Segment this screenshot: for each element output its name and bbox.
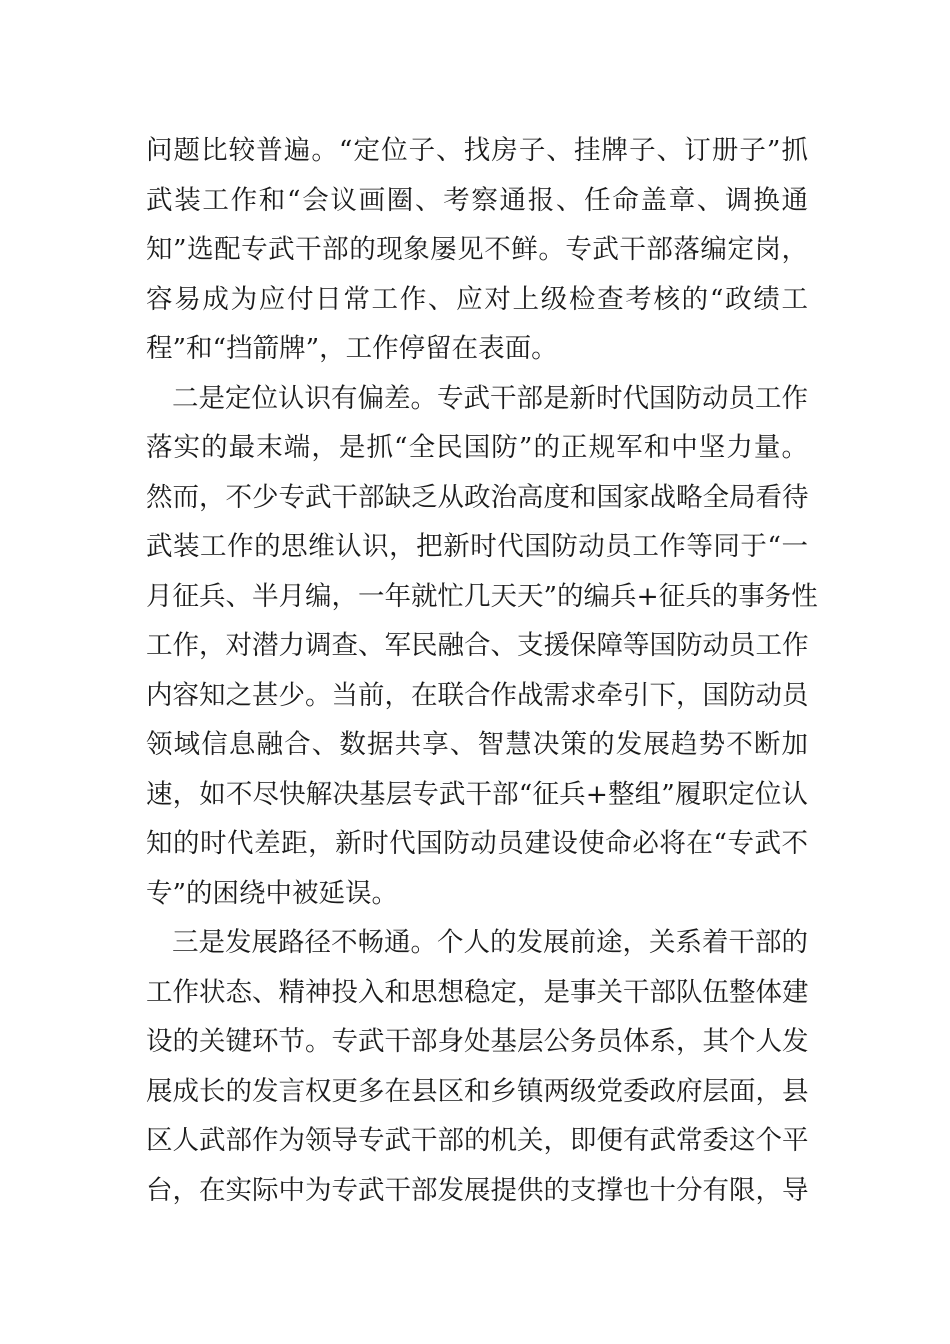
paragraph-first-line: 三是发展路径不畅通。个人的发展前途，关系着干部的 <box>172 927 808 958</box>
document-body <box>146 126 818 1215</box>
text-line: 知的时代差距，新时代国防动员建设使命必将在“专武不 <box>146 828 808 859</box>
text-line: 台，在实际中为专武干部发展提供的支撑也十分有限，导 <box>146 1174 809 1206</box>
text-line: 专”的困绕中被延误。 <box>146 877 399 909</box>
text-line: 速，如不尽快解决基层专武干部“征兵+整组”履职定位认 <box>146 778 808 810</box>
text-line: 设的关键环节。专武干部身处基层公务员体系，其个人发 <box>146 1026 809 1057</box>
text-line: 武装工作和“会议画圈、考察通报、任命盖章、调换通 <box>146 184 808 216</box>
text-line: 落实的最末端，是抓“全民国防”的正规军和中坚力量。 <box>146 432 808 463</box>
text-line: 然而，不少专武干部缺乏从政治高度和国家战略全局看待 <box>146 481 809 513</box>
text-line: 月征兵、半月编，一年就忙几天天”的编兵+征兵的事务性 <box>146 580 818 612</box>
text-line: 工作状态、精神投入和思想稳定，是事关干部队伍整体建 <box>146 976 809 1008</box>
text-line: 知”选配专武干部的现象屡见不鲜。专武干部落编定岗， <box>146 234 808 265</box>
text-line: 展成长的发言权更多在县区和乡镇两级党委政府层面，县 <box>146 1075 809 1107</box>
text-line: 区人武部作为领导专武干部的机关，即便有武常委这个平 <box>146 1125 809 1156</box>
text-line: 工作，对潜力调查、军民融合、支援保障等国防动员工作 <box>146 630 809 661</box>
text-line: 内容知之甚少。当前，在联合作战需求牵引下，国防动员 <box>146 679 809 711</box>
text-line: 问题比较普遍。“定位子、找房子、挂牌子、订册子”抓 <box>146 135 808 166</box>
text-line: 领域信息融合、数据共享、智慧决策的发展趋势不断加 <box>146 729 808 760</box>
text-line: 容易成为应付日常工作、应对上级检查考核的“政绩工 <box>146 283 808 315</box>
paragraph-first-line: 二是定位认识有偏差。专武干部是新时代国防动员工作 <box>172 382 808 414</box>
text-line: 程”和“挡箭牌”，工作停留在表面。 <box>146 333 558 364</box>
text-line: 武装工作的思维认识，把新时代国防动员工作等同于“一 <box>146 531 808 562</box>
